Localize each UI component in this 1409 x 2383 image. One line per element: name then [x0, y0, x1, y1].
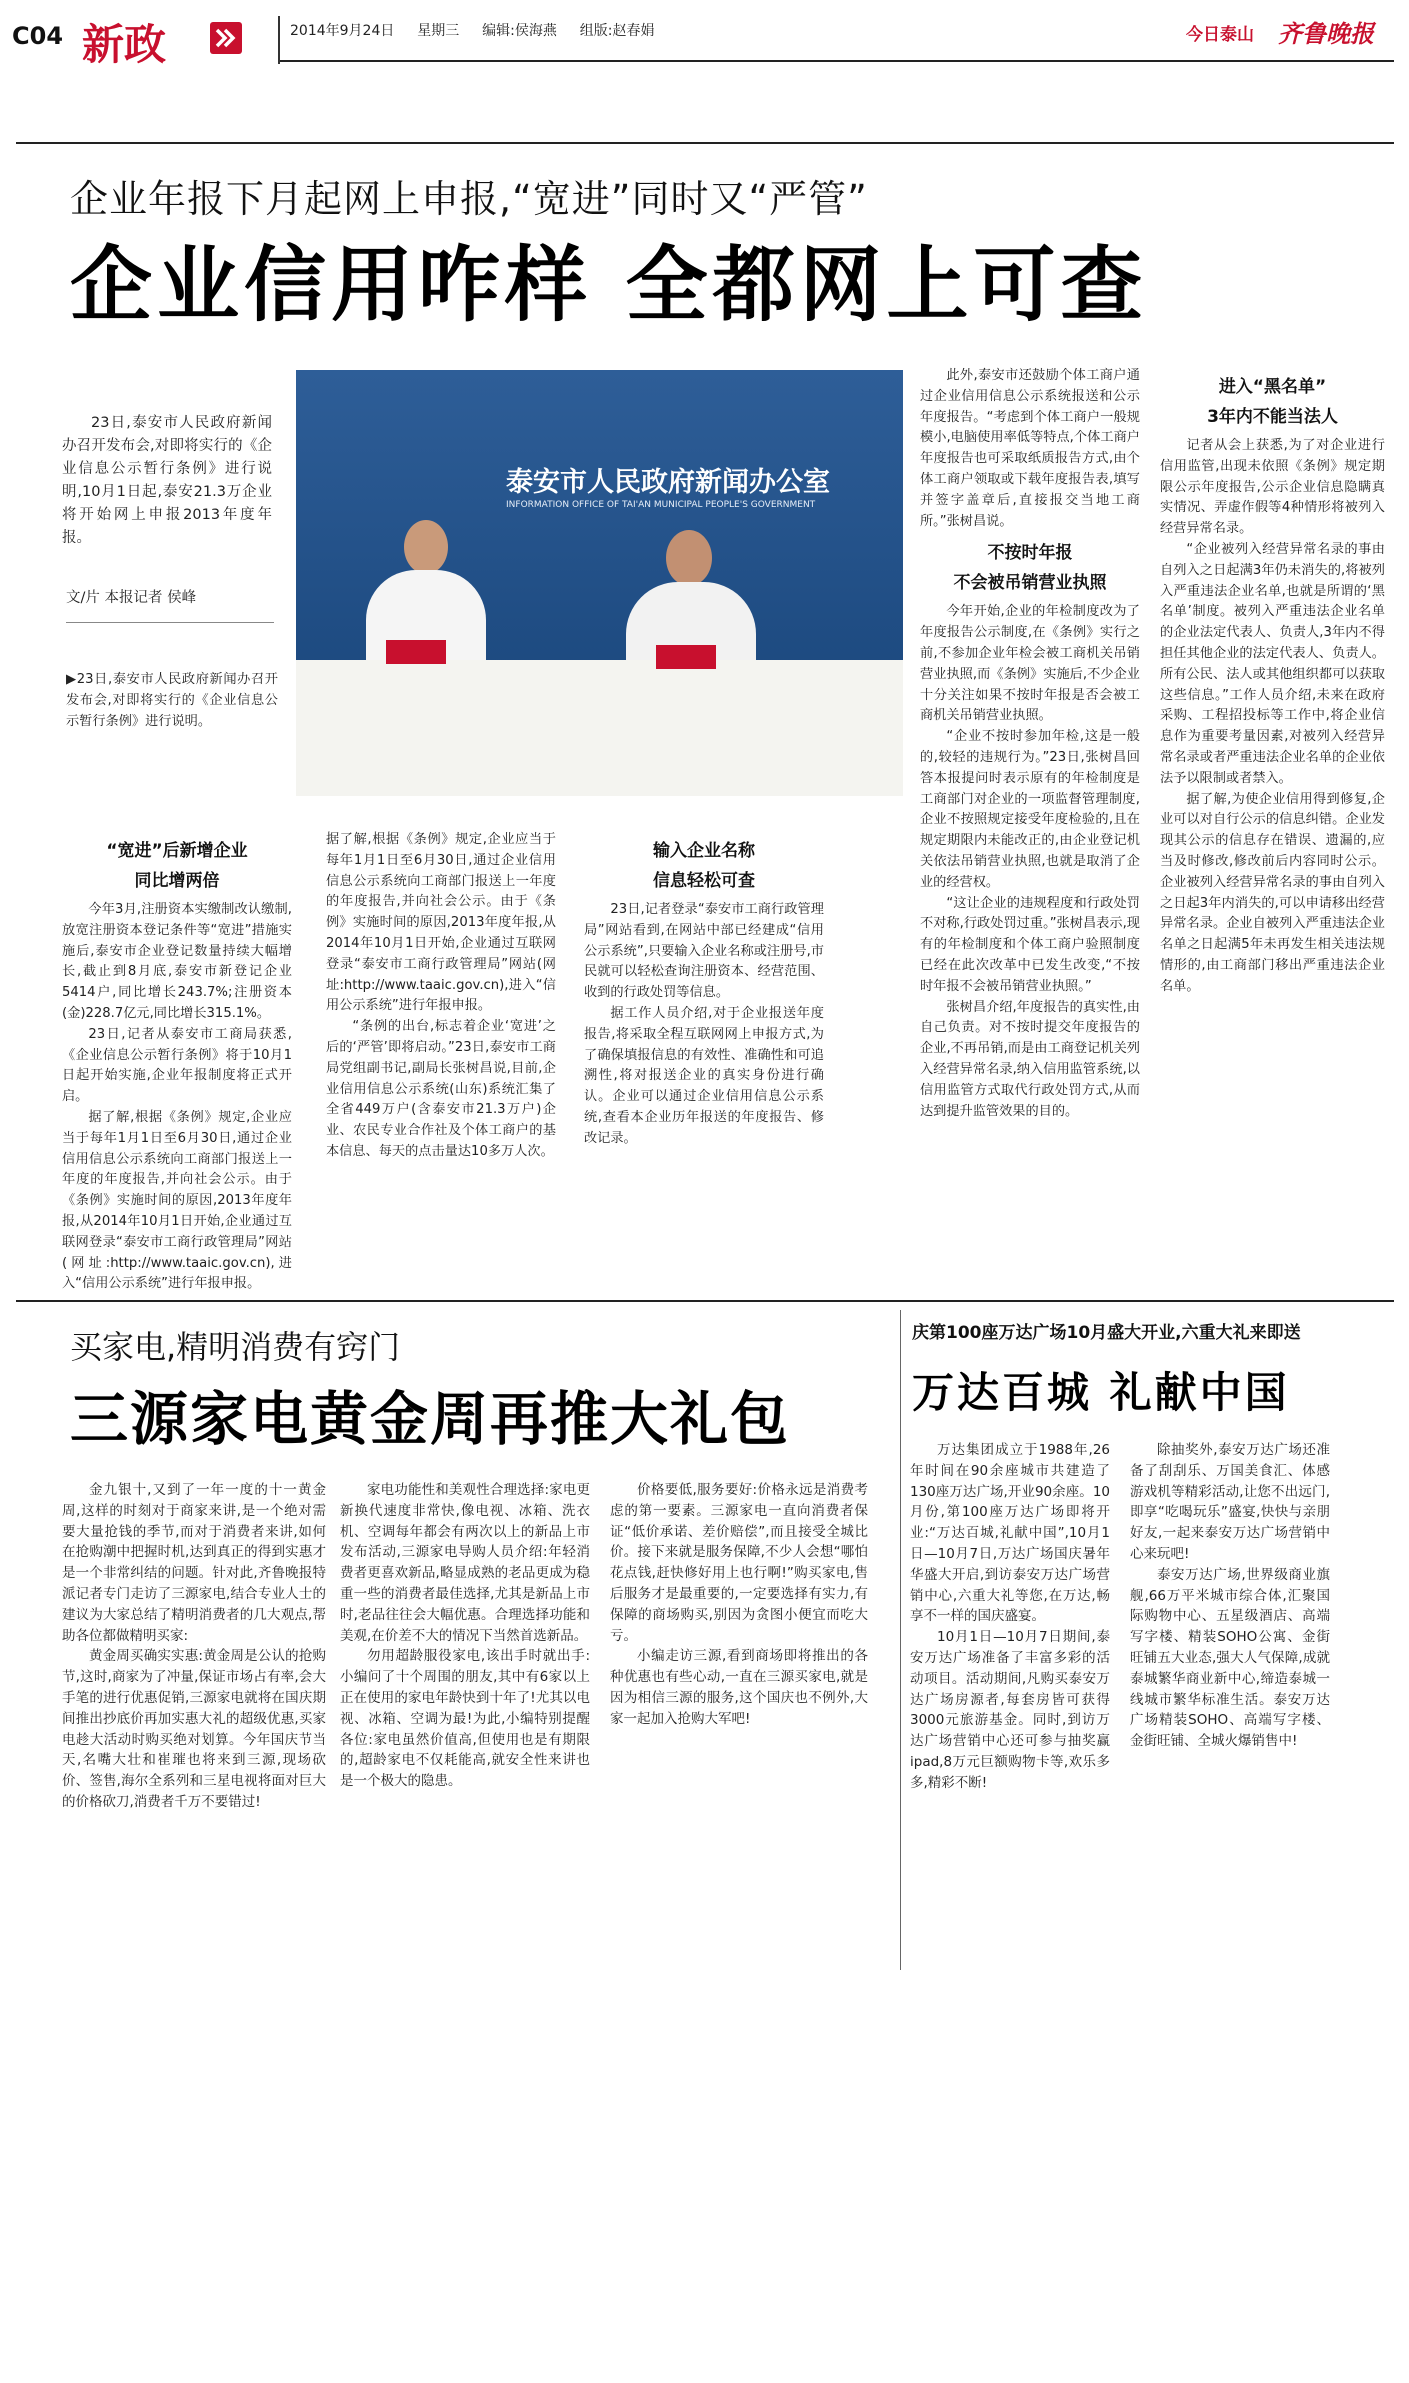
story1-col3: [584, 830, 824, 1270]
subhead-2: [584, 836, 824, 896]
paragraph: 今年3月,注册资本实缴制改认缴制,放宽注册资本登记条件等“宽进”措施实施后,泰安市企业登记数量持续大幅增长,截止到8月底,泰安市新登记企业5414户,同比增长243.7%;注册资本(金)228.7亿元,同比增长315.1%。: [62, 902, 292, 1021]
masthead: [0, 0, 1409, 80]
subhead-2-line2: 信息轻松可查: [653, 871, 755, 891]
photo-sign-cn: 泰安市人民政府新闻办公室: [506, 467, 830, 498]
photo-nameplate-right: [656, 645, 716, 669]
paragraph: 10月1日—10月7日期间,泰安万达广场准备了丰富多彩的活动项目。活动期间,凡购买泰安万达广场房源者,每套房皆可获得3000元旅游基金。同时,到访万达广场营销中心还可参与抽奖赢ipad,8万元巨额购物卡等,欢乐多多,精彩不断!: [910, 1629, 1110, 1791]
paragraph: 23日,记者登录“泰安市工商行政管理局”网站看到,在网站中部已经建成“信用公示系统”,只要输入企业名称或注册号,市民就可以轻松查询注册资本、经营范围、收到的行政处罚等信息。: [584, 902, 824, 1001]
paragraph: 价格要低,服务要好:价格永远是消费考虑的第一要素。三源家电一直向消费者保证“低价承诺、差价赔偿”,而且接受全城比价。接下来就是服务保障,不少人会想“哪怕花点钱,赶快修好用上也行啊!”购买家电,售后服务才是最重要的,一定要选择有实力,有保障的商场购买,别因为贪图小便宜而吃大亏。: [610, 1482, 868, 1644]
masthead-info: [290, 20, 655, 40]
photo-desk: [296, 660, 903, 796]
masthead-divider: [278, 16, 280, 64]
subhead-4-line2: 3年内不能当法人: [1207, 407, 1338, 427]
story1-col4: [920, 366, 1140, 1286]
masthead-rule: [280, 60, 1394, 62]
story2-kicker: 买家电,精明消费有窍门: [70, 1328, 401, 1366]
issue-date: 2014年9月24日: [290, 23, 395, 39]
paragraph: 张树昌介绍,年度报告的真实性,由自己负责。对不按时提交年度报告的企业,不再吊销,而是由工商登记机关列入经营异常名录,纳入信用监管系统,以信用监管方式取代行政处罚方式,从而达到提升监管效果的目的。: [920, 999, 1140, 1119]
paragraph: 家电功能性和美观性合理选择:家电更新换代速度非常快,像电视、冰箱、洗衣机、空调每年都会有两次以上的新品上市发布活动,三源家电导购人员介绍:年轻消费者更喜欢新品,略显成熟的老品更成为稳重一些的消费者最佳选择,尤其是新品上市时,老品往往会大幅优惠。合理选择功能和美观,在价差不大的情况下当然首选新品。: [340, 1482, 590, 1644]
paragraph: 此外,泰安市还鼓励个体工商户通过企业信用信息公示系统报送和公示年度报告。“考虑到个体工商户一般规模小,电脑使用率低等特点,个体工商户年度报告也可采取纸质报告方式,由个体工商户领取或下载年度报告表,填写并签字盖章后,直接报交当地工商所。”张树昌说。: [920, 368, 1140, 529]
story1-headline: 企业信用咋样 全都网上可查: [70, 238, 1148, 333]
subhead-1-line1: “宽进”后新增企业: [106, 841, 248, 861]
subhead-3-line1: 不按时年报: [987, 543, 1073, 564]
issue-weekday: 星期三: [417, 23, 460, 39]
paragraph: “这让企业的违规程度和行政处罚不对称,行政处罚过重。”张树昌表示,现有的年检制度和个体工商户验照制度已经在此次改革中已发生改变,“不按时年报不会被吊销营业执照。”: [920, 895, 1140, 994]
photo-nameplate-left: [386, 640, 446, 664]
section-arrow-icon: [210, 22, 242, 54]
subhead-1: [62, 836, 292, 896]
subhead-4-line1: 进入“黑名单”: [1218, 377, 1327, 397]
story1-col5: [1160, 366, 1385, 1286]
story2-col1: [62, 1480, 326, 1980]
lead-paragraph: 23日,泰安市人民政府新闻办召开发布会,对即将实行的《企业信息公示暂行条例》进行说明,10月1日起,泰安21.3万企业将开始网上申报2013年度年报。: [62, 415, 272, 546]
paragraph: 据了解,根据《条例》规定,企业应当于每年1月1日至6月30日,通过企业信用信息公示系统向工商部门报送上一年度的年度报告,并向社会公示。由于《条例》实施时间的原因,2013年度年报,从2014年10月1日开始,企业通过互联网登录“泰安市工商行政管理局”网站(网址:http://www.taaic.gov.cn),进入“信用公示系统”进行年报申报。: [62, 1109, 292, 1292]
section-title: 新政: [82, 20, 167, 69]
subhead-3-line2: 不会被吊销营业执照: [953, 573, 1107, 594]
page-number: C04: [12, 22, 64, 50]
subhead-3: [920, 538, 1140, 598]
photo-sign-en: INFORMATION OFFICE OF TAI'AN MUNICIPAL PEOPLE'S GOVERNMENT: [506, 500, 816, 510]
caption-text: ▶23日,泰安市人民政府新闻办召开发布会,对即将实行的《企业信息公示暂行条例》进行说明。: [66, 672, 278, 729]
layout-credit: 组版:赵春娟: [579, 23, 655, 39]
paragraph-continued: 据了解,根据《条例》规定,企业应当于每年1月1日至6月30日,通过企业信用信息公示系统向工商部门报送上一年度的年度报告,并向社会公示。由于《条例》实施时间的原因,2013年度年报,从2014年10月1日开始,企业通过互联网登录“泰安市工商行政管理局”网站(网址:http://www.taaic.gov.cn),进入“信用公示系统”进行年报申报。: [326, 832, 556, 1014]
story3-col1: [910, 1440, 1110, 1980]
story1-lead: [62, 412, 272, 582]
story1-byline: 文/片 本报记者 侯峰: [66, 590, 197, 606]
paragraph: 据工作人员介绍,对于企业报送年度报告,将采取全程互联网网上申报方式,为了确保填报信息的有效性、准确性和可追溯性,将对报送企业的真实身份进行确认。企业可以通过企业信用信息公示系统,查看本企业历年报送的年度报告、修改记录。: [584, 1005, 824, 1146]
paragraph: “企业被列入经营异常名录的事由自列入之日起满3年仍未消失的,将被列入严重违法企业名单,也就是所谓的‘黑名单’制度。被列入严重违法企业名单的企业法定代表人、负责人,3年内不得担任其他企业的法定代表人、负责人。所有公民、法人或其他组织都可以获取这些信息。”工作人员介绍,未来在政府采购、工程招投标等工作中,将企业信息作为重要考量因素,对被列入经营异常名录或者严重违法企业名单的企业依法予以限制或者禁入。: [1160, 541, 1385, 786]
subhead-4: [1160, 372, 1385, 432]
paragraph: “企业不按时参加年检,这是一般的,较轻的违规行为。”23日,张树昌回答本报提问时表示原有的年检制度是工商部门对企业的一项监督管理制度,企业不按照规定接受年度检验的,且在规定期限内未能改正的,由企业登记机关依法吊销营业执照,也就是取消了企业的经营权。: [920, 729, 1140, 890]
story1-kicker: 企业年报下月起网上申报,“宽进”同时又“严管”: [70, 177, 868, 221]
paragraph: 勿用超龄服役家电,该出手时就出手:小编问了十个周围的朋友,其中有6家以上正在使用的家电年龄快到十年了!尤其以电视、冰箱、空调为最!为此,小编特别提醒各位:家电虽然价值高,但使用也是有期限的,超龄家电不仅耗能高,就安全性来讲也是一个极大的隐患。: [340, 1648, 590, 1790]
editor-credit: 编辑:侯海燕: [482, 23, 557, 39]
paragraph: 今年开始,企业的年检制度改为了年度报告公示制度,在《条例》实行之前,不参加企业年检会被工商机关吊销营业执照,而《条例》实施后,不少企业十分关注如果不按时年报是否会被工商机关吊销营业执照。: [920, 604, 1140, 724]
story2-col3: [610, 1480, 868, 1980]
paragraph: 除抽奖外,泰安万达广场还准备了刮刮乐、万国美食汇、体感游戏机等精彩活动,让您不出远门,即享“吃喝玩乐”盛宴,快快与亲朋好友,一起来泰安万达广场营销中心来玩吧!: [1130, 1442, 1330, 1562]
story-divider-vertical: [900, 1310, 901, 1970]
story1-col1: [62, 830, 292, 1290]
press-conference-photo: [296, 370, 903, 796]
story1-bottom-rule: [16, 1300, 1394, 1302]
story2-col2: [340, 1480, 590, 1980]
story3-kicker: 庆第100座万达广场10月盛大开业,六重大礼来即送: [912, 1323, 1301, 1343]
story3-headline: 万达百城 礼献中国: [912, 1368, 1290, 1417]
photo-caption: [66, 670, 278, 760]
paragraph: 据了解,为使企业信用得到修复,企业可以对自行公示的信息纠错。企业发现其公示的信息存在错误、遗漏的,应当及时修改,修改前后内容同时公示。企业被列入经营异常名录的事由自列入之日起3年内消失的,可以申请移出经营异常名录。企业自被列入严重违法企业名单之日起满5年未再发生相关违法规情形的,由工商部门移出严重违法企业名单。: [1160, 791, 1385, 994]
lead-rule: [66, 622, 274, 623]
paragraph: “条例的出台,标志着企业‘宽进’之后的‘严管’即将启动。”23日,泰安市工商局党组副书记,副局长张树昌说,目前,企业信用信息公示系统(山东)系统汇集了全省449万户(含泰安市21.3万户)企业、农民专业合作社及个体工商户的基本信息、每天的点击量达10多万人次。: [326, 1019, 556, 1159]
paragraph: 记者从会上获悉,为了对企业进行信用监管,出现未依照《条例》规定期限公示年度报告,公示企业信息隐瞒真实情况、弄虚作假等4种情形将被列入经营异常名录。: [1160, 438, 1385, 537]
paragraph: 23日,记者从泰安市工商局获悉,《企业信息公示暂行条例》将于10月1日起开始实施,企业年报制度将正式开启。: [62, 1026, 292, 1105]
story1-col2: [326, 830, 556, 1270]
story3-col2: [1130, 1440, 1330, 1980]
top-rule: [16, 142, 1394, 144]
brand-sub: 今日泰山: [1186, 25, 1254, 45]
brand-logo: 齐鲁晚报: [1278, 19, 1374, 48]
paragraph: 小编走访三源,看到商场即将推出的各种优惠也有些心动,一直在三源买家电,就是因为相信三源的服务,这个国庆也不例外,大家一起加入抢购大军吧!: [610, 1648, 868, 1727]
story2-headline: 三源家电黄金周再推大礼包: [70, 1385, 791, 1453]
paragraph: 万达集团成立于1988年,26年时间在90余座城市共建造了130座万达广场,开业90余座。10月份,第100座万达广场即将开业:“万达百城,礼献中国”,10月1日—10月7日,万达广场国庆暑年华盛大开启,到访泰安万达广场营销中心,六重大礼等您,在万达,畅享不一样的国庆盛宴。: [910, 1442, 1110, 1625]
paragraph: 金九银十,又到了一年一度的十一黄金周,这样的时刻对于商家来讲,是一个绝对需要大量抢钱的季节,而对于消费者来讲,如何在抢购潮中把握时机,达到真正的得到实惠才是一个非常纠结的问题。针对此,齐鲁晚报特派记者专门走访了三源家电,结合专业人士的建议为大家总结了精明消费者的几大观点,帮助各位都做精明买家:: [62, 1482, 326, 1644]
paragraph: 泰安万达广场,世界级商业旗舰,66万平米城市综合体,汇聚国际购物中心、五星级酒店、高端写字楼、精装SOHO公寓、金街旺铺五大业态,强大人气保障,成就泰城繁华商业新中心,缔造泰城一线城市繁华标准生活。泰安万达广场精装SOHO、高端写字楼、金街旺铺、全城火爆销售中!: [1130, 1566, 1330, 1750]
subhead-2-line1: 输入企业名称: [653, 841, 755, 861]
subhead-1-line2: 同比增两倍: [134, 871, 220, 891]
paragraph: 黄金周买确实实惠:黄金周是公认的抢购节,这时,商家为了冲量,保证市场占有率,会大手笔的进行优惠促销,三源家电就将在国庆期间推出抄底价再加实惠大礼的超级优惠,买家电趁大活动时购买绝对划算。今年国庆节当天,名嘴大壮和崔璀也将来到三源,现场砍价、签售,海尔全系列和三星电视将面对巨大的价格砍刀,消费者千万不要错过!: [62, 1648, 326, 1810]
